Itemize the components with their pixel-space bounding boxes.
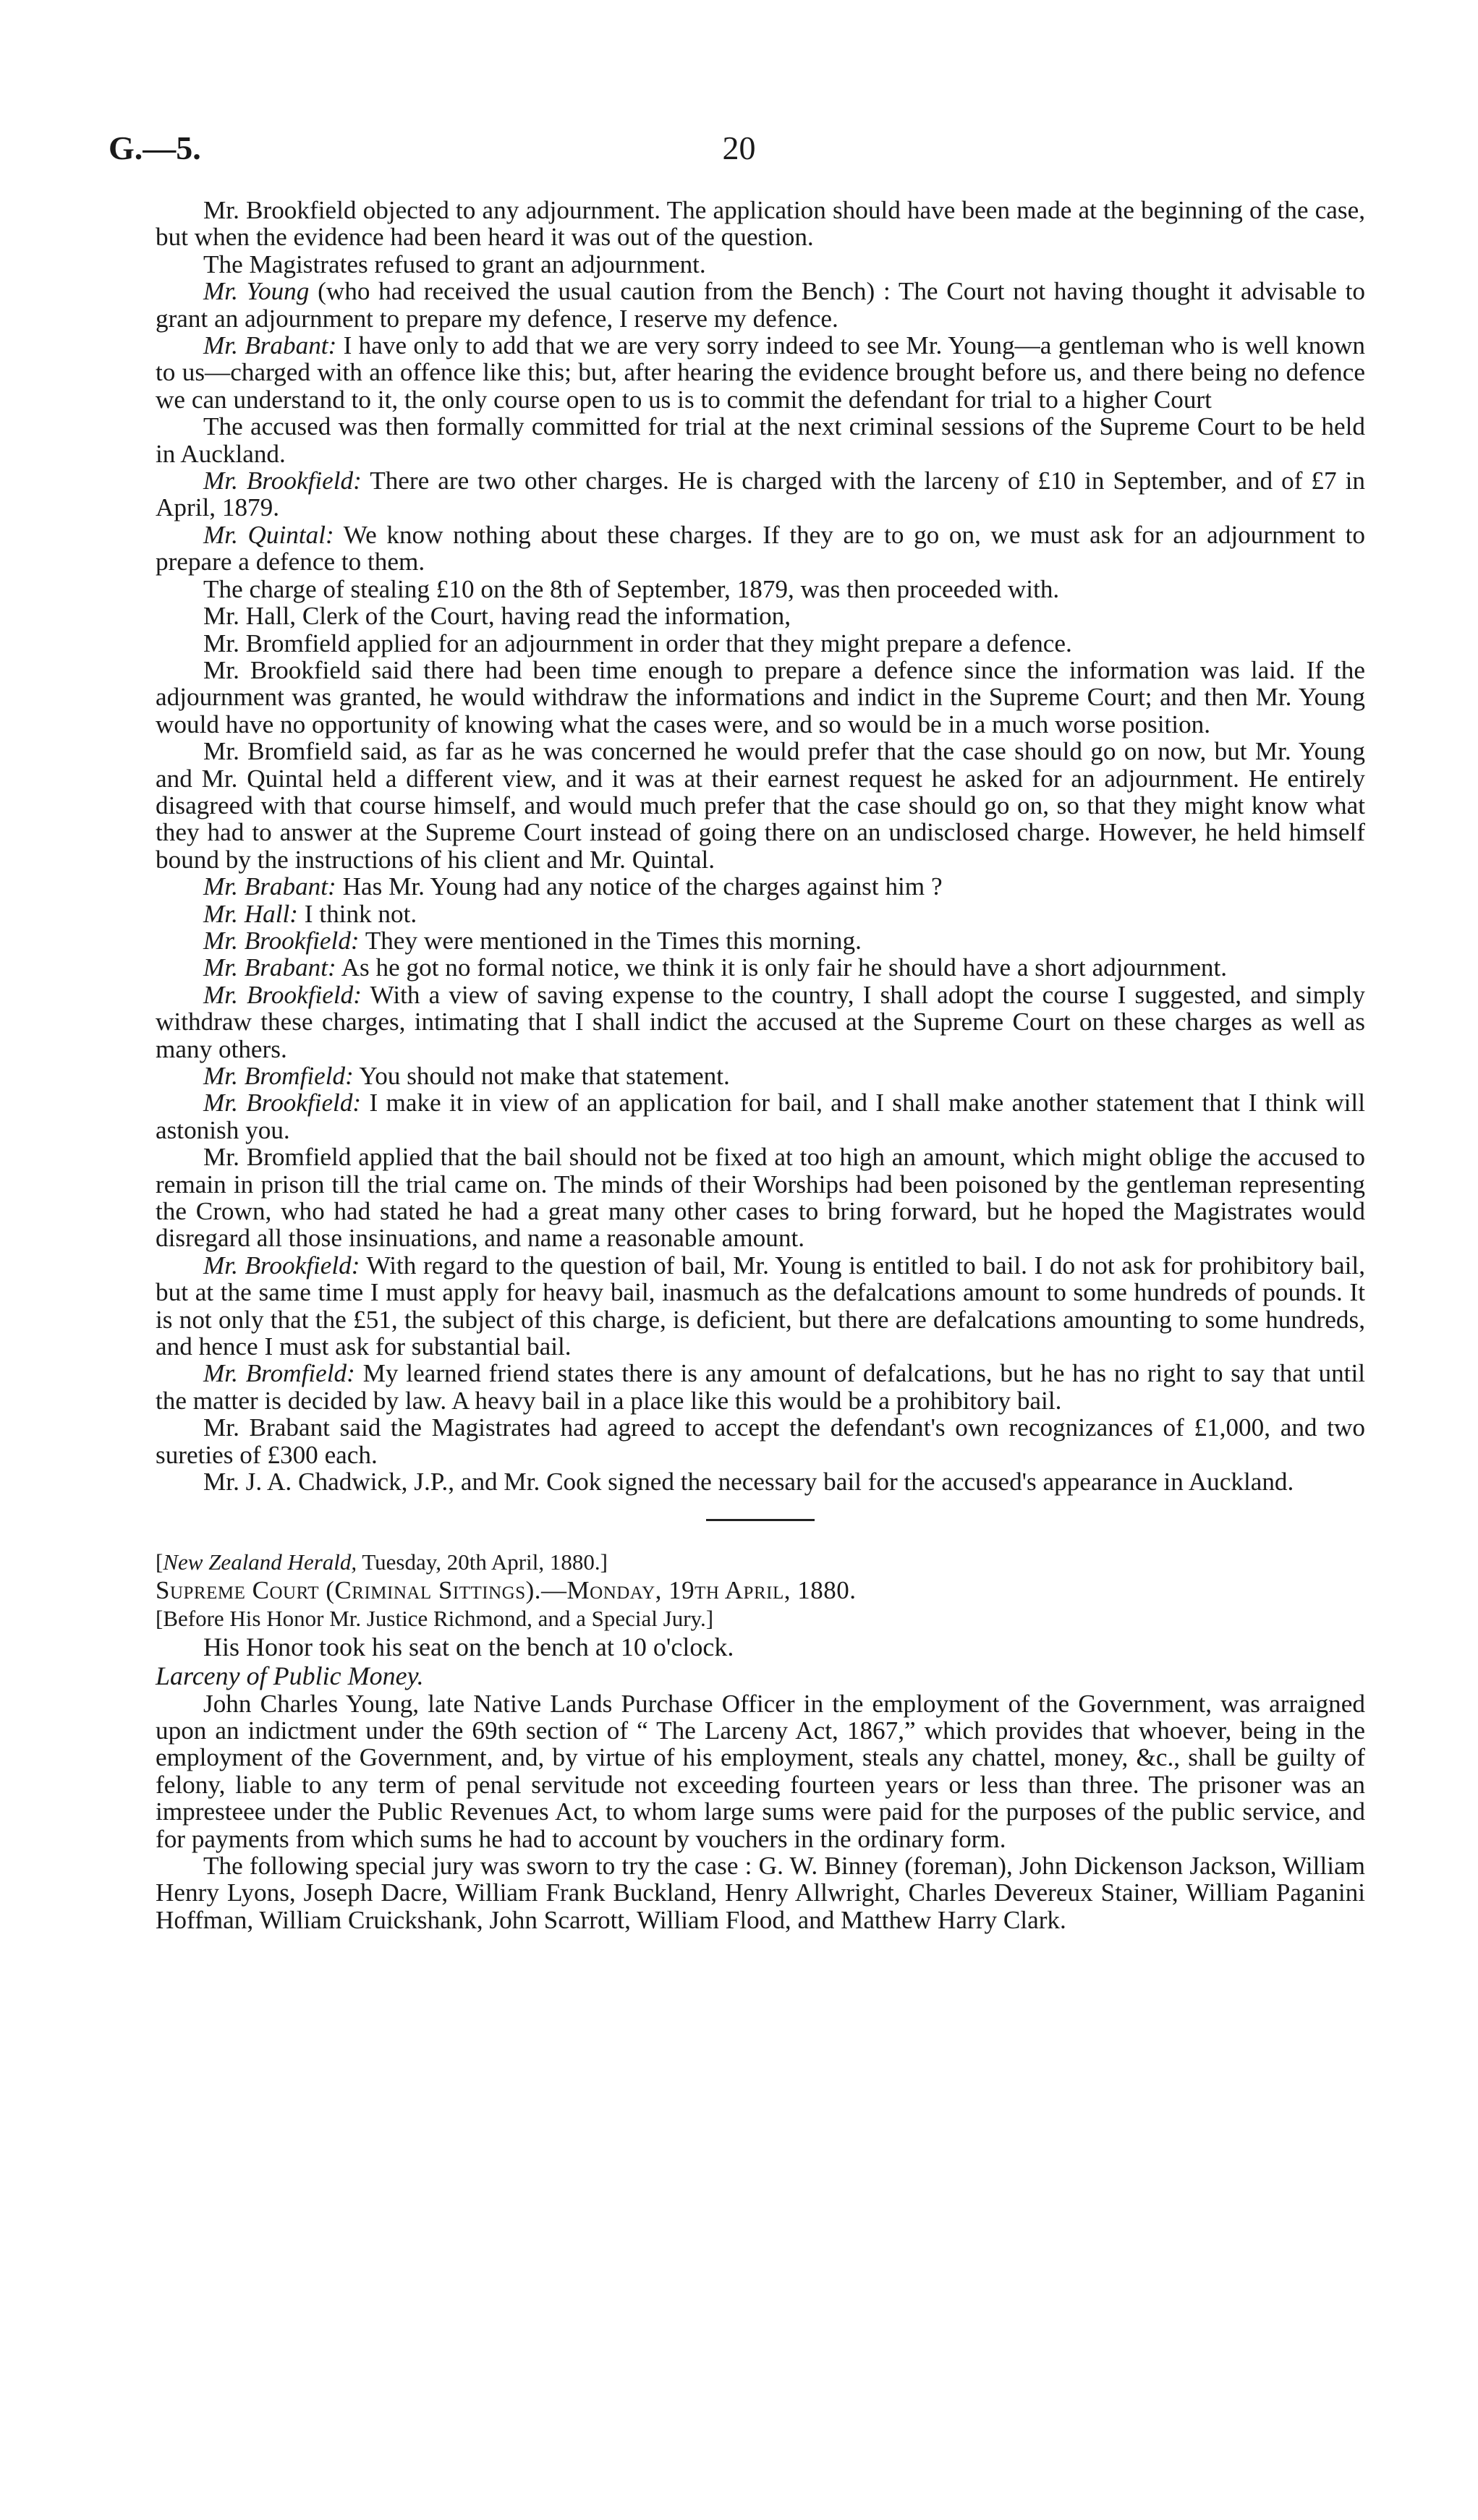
paragraph-text: There are two other charges. He is charged with the larceny of £10 in September, and of £7 in April, 1879. — [156, 467, 1365, 522]
paragraph — [156, 873, 1365, 900]
paragraph-text: I have only to add that we are very sorry indeed to see Mr. Young—a gentleman who is well known to us—charged with an offence like this; but, after hearing the evidence brought before us, and there being no defence we can understand to it, the only course open to us is to commit the defendant for trial to a higher Court — [156, 331, 1365, 414]
paragraph — [156, 332, 1365, 413]
paragraph — [156, 657, 1365, 738]
document-body — [156, 197, 1365, 1933]
speaker-name: Mr. Brookfield: — [203, 1251, 360, 1280]
paragraph-text: You should not make that statement. — [353, 1062, 730, 1090]
speaker-name: Mr. Brabant: — [203, 953, 336, 982]
document-reference: G.—5. — [109, 129, 201, 166]
page-number: 20 — [722, 129, 756, 166]
speaker-name: Mr. Brookfield: — [203, 467, 362, 495]
paragraph-text: Mr. Brookfield said there had been time enough to prepare a defence since the information was laid. If the adjournment was granted, he would withdraw the informations and indict in the Supreme Court; and then Mr. Young would have no opportunity of knowing what the cases were, and so would be in a much worse position. — [156, 655, 1365, 738]
paragraph-text: As he got no formal notice, we think it is only fair he should have a short adjournment. — [336, 953, 1228, 982]
paragraph — [156, 603, 1365, 629]
paragraph — [156, 1089, 1365, 1144]
newspaper-name: New Zealand Herald, — [163, 1549, 357, 1575]
paragraph — [156, 927, 1365, 954]
paragraph-text: Mr. Bromfield applied that the bail should not be fixed at too high an amount, which might oblige the accused to remain in prison till the trial came on. The minds of their Worships had been poisoned by the gentleman representing the Crown, who had stated he had a great many other cases to bring forward, but he hoped the Magistrates would disregard all those insinuations, and name a reasonable amount. — [156, 1143, 1365, 1253]
newspaper-citation: [New Zealand Herald, Tuesday, 20th April, 1880.] — [156, 1549, 608, 1575]
paragraph — [156, 1468, 1365, 1495]
speaker-name: Mr. Young — [203, 277, 310, 306]
paragraph — [156, 413, 1365, 467]
paragraph — [156, 901, 1365, 927]
paragraph — [156, 576, 1365, 603]
speaker-name: Mr. Bromfield: — [203, 1359, 355, 1388]
paragraph-text: I make it in view of an application for bail, and I shall make another statement that I think will astonish you. — [156, 1089, 1365, 1144]
paragraph-text: The accused was then formally committed for trial at the next criminal sessions of the Supreme Court to be held in Auckland. — [156, 412, 1365, 468]
speaker-name: Mr. Quintal: — [203, 520, 334, 549]
speaker-name: Mr. Bromfield: — [203, 1062, 354, 1090]
paragraph — [156, 278, 1365, 332]
paragraph-text: We know nothing about these charges. If they are to go on, we must ask for an adjournment to prepare a defence to them. — [156, 520, 1366, 576]
paragraph-text: With a view of saving expense to the country, I shall adopt the course I suggested, and simply withdraw these charges, intimating that I shall indict the accused at the Supreme Court on these charges as well as many others. — [156, 980, 1365, 1063]
page-header — [109, 129, 1369, 172]
paragraph-text: My learned friend states there is any amount of defalcations, but he has no right to say that until the matter is decided by law. A heavy bail in a place like this would be a prohibitory bail. — [156, 1359, 1366, 1415]
paragraph — [156, 197, 1365, 251]
paragraph — [156, 522, 1365, 576]
paragraph-text: The charge of stealing £10 on the 8th of September, 1879, was then proceeded with. — [203, 574, 1060, 603]
bench-note: [Before His Honor Mr. Justice Richmond, and a Special Jury.] — [156, 1605, 714, 1631]
paragraph — [156, 467, 1365, 522]
opening-line: His Honor took his seat on the bench at 10 o'clock. — [203, 1632, 734, 1661]
paragraph — [156, 630, 1365, 657]
speaker-name: Mr. Brookfield: — [203, 980, 362, 1009]
paragraph: John Charles Young, late Native Lands Purchase Officer in the employment of the Government, was arraigned upon an indictment under the 69th section of “ The Larceny Act, 1867,” which provides that whoever, being in the employment of the Government, and, by virtue of his employment, steals any chattel, money, &c., shall be guilty of felony, liable to any term of penal servitude not exceeding fourteen years or less than three. The prisoner was an impresteee under the Public Revenues Act, to whom large sums were paid for the purposes of the public service, and for payments from which sums he had to account by vouchers in the ordinary form. — [156, 1689, 1365, 1853]
paragraph-text: Mr. Bromfield applied for an adjournment in order that they might prepare a defence. — [203, 629, 1072, 657]
speaker-name: Mr. Brookfield: — [203, 1089, 362, 1118]
paragraph-text: The Magistrates refused to grant an adjournment. — [203, 250, 706, 278]
speaker-name: Mr. Brookfield: — [203, 926, 360, 955]
section-divider — [706, 1519, 815, 1521]
paragraph — [156, 1360, 1365, 1414]
paragraph: The following special jury was sworn to try the case : G. W. Binney (foreman), John Dickenson Jackson, William Henry Lyons, Joseph Dacre, William Frank Buckland, Henry Allwright, Charles Devereux Stainer, William Paganini Hoffman, William Cruickshank, John Scarrott, William Flood, and Matthew Harry Clark. — [156, 1851, 1365, 1934]
paragraph-text: Mr. Brabant said the Magistrates had agreed to accept the defendant's own recognizances of £1,000, and two sureties of £300 each. — [156, 1413, 1365, 1469]
court-proceedings — [156, 197, 1365, 1496]
paragraph — [156, 954, 1365, 981]
speaker-name: Mr. Brabant: — [203, 872, 336, 901]
paragraph-text: With regard to the question of bail, Mr. Young is entitled to bail. I do not ask for prohibitory bail, but at the same time I must apply for heavy bail, inasmuch as the defalcations amount to some hundreds of pounds. It is not only that the £51, the subject of this charge, is deficient, but there are defalcations amounting to some hundreds, and hence I must ask for substantial bail. — [156, 1251, 1365, 1361]
paragraph — [156, 1414, 1365, 1468]
paragraph — [156, 1144, 1365, 1252]
paragraph-text: Mr. Hall, Clerk of the Court, having read the information, — [203, 602, 791, 631]
paragraph — [156, 1063, 1365, 1089]
court-title: Supreme Court (Criminal Sittings).—Monday, 19th April, 1880. — [156, 1575, 857, 1604]
paragraph — [156, 738, 1365, 873]
paragraph — [156, 1252, 1365, 1361]
section-subheading: Larceny of Public Money. — [156, 1661, 424, 1690]
speaker-name: Mr. Hall: — [203, 899, 298, 928]
paragraph-text: Has Mr. Young had any notice of the charges against him ? — [336, 872, 943, 901]
paragraph-text: Mr. Bromfield said, as far as he was concerned he would prefer that the case should go on now, but Mr. Young and Mr. Quintal held a different view, and it was at their earnest request he asked for an adjournment. He entirely disagreed with that course himself, and would much prefer that the case should go on, so that they might know what they had to answer at the Supreme Court instead of going there on an undisclosed charge. However, he held himself bound by the instructions of his client and Mr. Quintal. — [156, 737, 1365, 874]
paragraph-text: Mr. Brookfield objected to any adjournment. The application should have been made at the beginning of the case, but when the evidence had been heard it was out of the question. — [156, 196, 1365, 252]
paragraph — [156, 251, 1365, 278]
speaker-name: Mr. Brabant: — [203, 331, 337, 360]
paragraph — [156, 982, 1365, 1063]
paragraph-text: (who had received the usual caution from the Bench) : The Court not having thought it advisable to grant an adjournment to prepare my defence, I reserve my defence. — [156, 277, 1365, 333]
paragraph-text: I think not. — [297, 899, 417, 928]
paragraph-text: Mr. J. A. Chadwick, J.P., and Mr. Cook signed the necessary bail for the accused's appearance in Auckland. — [203, 1468, 1294, 1497]
trial-report — [156, 1690, 1365, 1934]
paragraph-text: They were mentioned in the Times this morning. — [359, 926, 862, 955]
